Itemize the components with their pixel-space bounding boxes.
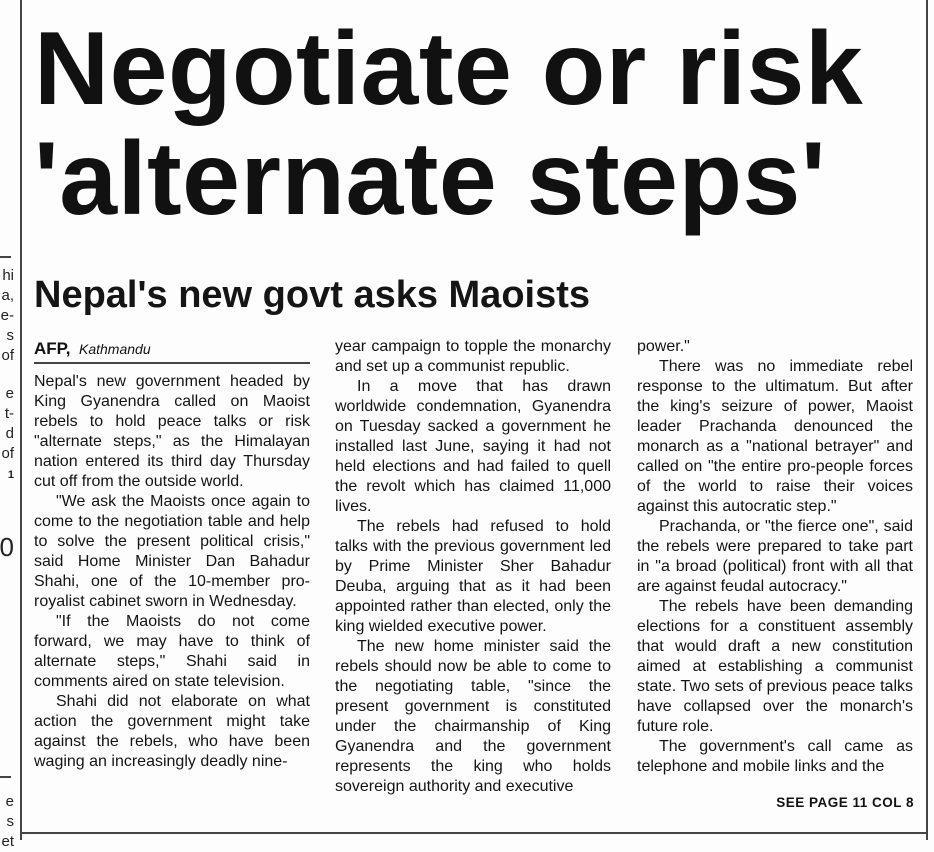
edge-fragment: e [5,793,14,810]
article-column-3 [637,337,913,777]
edge-fragment: s [6,327,14,344]
paragraph: power." [637,338,690,355]
paragraph: The rebels have been demanding elections for a constituent assembly that would draft a new constitution aimed at establishing a communist state. Two sets of previous peace talks have collapsed over the monarch's future role. [637,598,913,735]
adjacent-article-fragments [0,0,14,850]
edge-fragment: t- [4,405,14,422]
paragraph: "We ask the Maoists once again to come to the negotiation table and help to solve the present political crisis," said Home Minister Dan Bahadur Shahi, one of the 10-member pro-royalist cabinet sworn in Wednesday. [34,493,310,610]
bottom-rule [22,832,926,834]
paragraph: "If the Maoists do not come forward, we may have to think of alternate steps," Shahi said in comments aired on state television. [34,613,310,690]
column-rule-right [926,0,928,840]
paragraph: The rebels had refused to hold talks with the previous government led by Prime Minister Sher Bahadur Deuba, arguing that as it had been appointed rather than elected, only the king wielded executive power. [335,518,611,635]
paragraph: year campaign to topple the monarchy and set up a communist republic. [335,338,611,375]
edge-fragment: et [1,833,14,850]
byline-rule [34,362,310,364]
article-column-1 [34,372,310,772]
paragraph: Shahi did not elaborate on what action the government might take against the rebels, who have been waging an increasingly deadly nine- [34,693,310,770]
byline-location: Kathmandu [79,341,151,357]
article-column-2 [335,337,611,797]
edge-fragment: a, [1,287,14,304]
edge-fragment: e [5,385,14,402]
edge-fragment: 1 [7,469,14,481]
edge-fragment: of [1,445,14,462]
paragraph: Nepal's new government headed by King Gyanendra called on Maoist rebels to hold peace talks or risk "alternate steps," as the Himalayan nation entered its third day Thursday cut off from the outside world. [34,373,310,490]
edge-fragment: d [5,425,14,442]
column-rule-left [20,0,22,840]
paragraph: In a move that has drawn worldwide condemnation, Gyanendra on Tuesday sacked a government he installed last June, saying it had not held elections and had failed to quell the revolt which has claimed 11,000 lives. [335,378,611,515]
edge-fragment: e- [0,307,14,324]
paragraph: There was no immediate rebel response to the ultimatum. But after the king's seizure of power, Maoist leader Prachanda denounced the monarch as a "national betrayer" and called on "the entire pro-people forces of the world to raise their voices against this autocratic step." [637,358,913,515]
paragraph: The government's call came as telephone and mobile links and the [637,738,913,775]
edge-fragment: s [6,813,14,830]
subheadline: Nepal's new govt asks Maoists [34,274,591,316]
edge-rule [0,776,11,778]
paragraph: Prachanda, or "the fierce one", said the rebels were prepared to take part in "a broad (political) front with all that are against feudal autocracy." [637,518,913,595]
edge-fragment: 0 [0,532,14,562]
continuation-reference: SEE PAGE 11 COL 8 [776,795,914,810]
edge-rule [0,256,11,258]
edge-fragment: of [1,347,14,364]
byline-agency: AFP, [34,339,71,358]
edge-fragment: hi [2,267,14,284]
byline [34,339,151,359]
headline: Negotiate or risk 'alternate steps' [34,11,864,237]
paragraph: The new home minister said the rebels should now be able to come to the negotiating table, "since the present government is constituted under the chairmanship of King Gyanendra and the government represents the king who holds sovereign authority and executive [335,638,611,795]
